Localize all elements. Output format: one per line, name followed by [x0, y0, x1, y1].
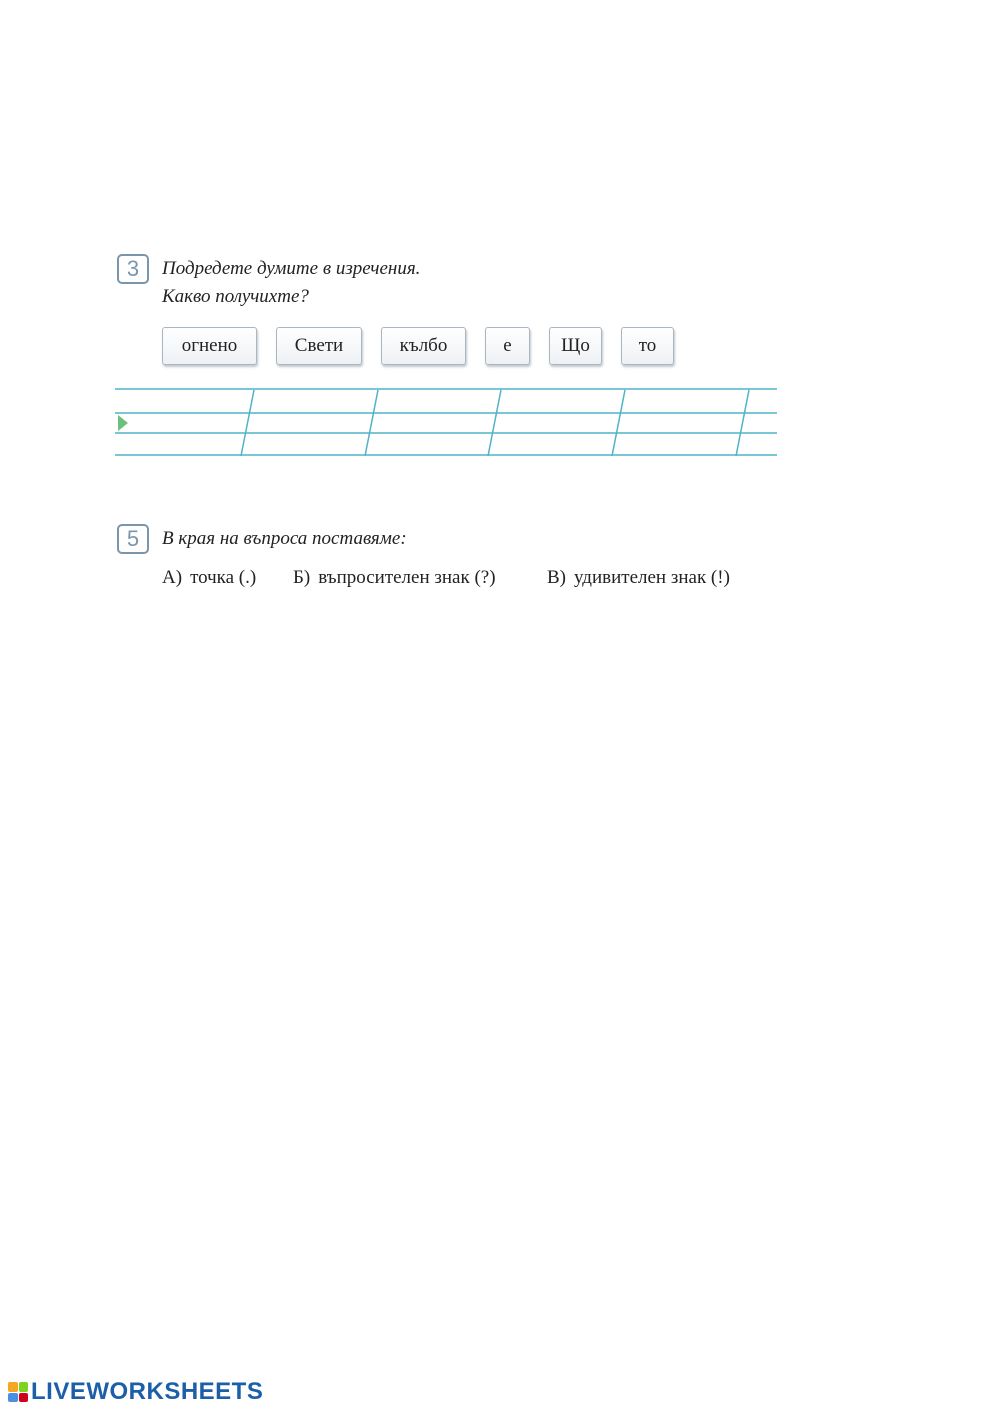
exercise-5-number: 5	[126, 526, 140, 551]
exercise-3-instruction-line-2: Какво получихте?	[162, 286, 309, 307]
exercise-3-number: 3	[126, 256, 140, 281]
option-a-text: точка (.)	[190, 567, 257, 588]
liveworksheets-logo	[8, 1380, 263, 1404]
slant-line	[612, 390, 625, 456]
word-tile[interactable]: то	[621, 327, 674, 365]
word-tile[interactable]: е	[485, 327, 530, 365]
word-tile[interactable]: огнено	[162, 327, 257, 365]
slant-line	[488, 390, 501, 456]
word-tile[interactable]: Що	[549, 327, 602, 365]
logo-text: LIVEWORKSHEETS	[31, 1378, 264, 1405]
option-a-letter: А)	[162, 567, 183, 588]
option-a[interactable]	[162, 567, 256, 589]
slant-line	[241, 390, 254, 456]
writing-lines[interactable]	[115, 385, 780, 460]
logo-blocks-icon	[8, 1382, 28, 1402]
exercise-5-instruction: В края на въпроса поставяме:	[162, 528, 407, 549]
line-start-marker-icon	[118, 415, 128, 431]
exercise-3-instruction-line-1: Подредете думите в изречения.	[162, 258, 421, 279]
option-b-text: въпросителен знак (?)	[318, 567, 496, 588]
slant-line	[365, 390, 378, 456]
word-tile[interactable]: Свети	[276, 327, 362, 365]
option-c[interactable]	[547, 567, 730, 589]
option-c-text: удивителен знак (!)	[574, 567, 730, 588]
option-b[interactable]	[293, 567, 496, 589]
exercise-3-number-box	[117, 254, 149, 284]
option-b-letter: Б)	[293, 567, 311, 588]
option-c-letter: В)	[547, 567, 566, 588]
slant-line	[736, 390, 749, 456]
exercise-5-number-box	[117, 524, 149, 554]
word-tile[interactable]: кълбо	[381, 327, 466, 365]
